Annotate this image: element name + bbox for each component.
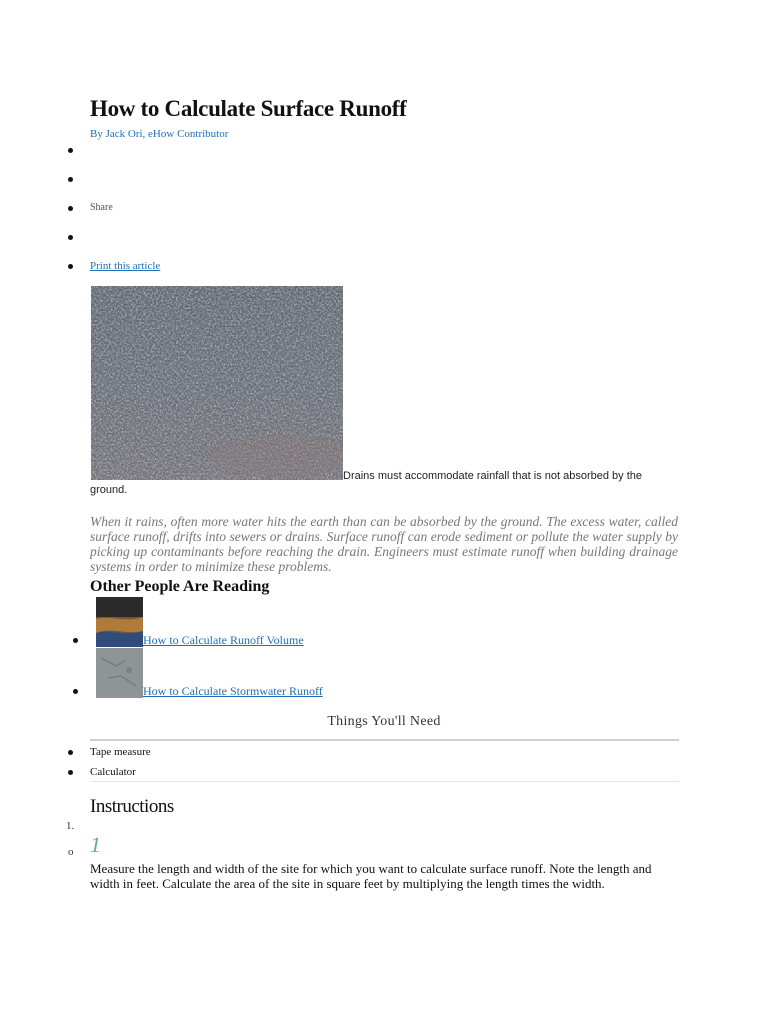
article-title: How to Calculate Surface Runoff [90, 96, 407, 121]
bullet [68, 264, 73, 269]
intro-paragraph: When it rains, often more water hits the earth than can be absorbed by the ground. The excess water, called surface runoff, drifts into sewers or drains. Surface runoff can erode sediment or pollute the water supply by picking up contaminants before reaching the drain. Engineers must estimate runoff when building drainage systems in order to minimize these problems. [90, 514, 678, 574]
bullet [68, 750, 73, 755]
print-article-link[interactable]: Print this article [90, 260, 161, 272]
bullet [68, 206, 73, 211]
image-caption-continued: ground. [90, 484, 128, 496]
bullet [73, 638, 78, 643]
instructions-heading: Instructions [90, 796, 174, 817]
divider [90, 739, 679, 741]
article-image [91, 286, 343, 480]
byline[interactable]: By Jack Ori, eHow Contributor [90, 128, 229, 140]
bullet [68, 235, 73, 240]
image-caption: Drains must accommodate rainfall that is not absorbed by the [343, 470, 642, 482]
bullet [68, 770, 73, 775]
list-number-marker: 1. [66, 820, 75, 832]
bullet [73, 689, 78, 694]
share-button[interactable]: Share [90, 202, 113, 213]
related-thumbnail[interactable] [96, 597, 143, 647]
divider [90, 781, 679, 782]
bullet [68, 177, 73, 182]
other-reading-heading: Other People Are Reading [90, 578, 270, 595]
needs-item: Calculator [90, 766, 136, 778]
related-link-runoff-volume[interactable]: How to Calculate Runoff Volume [143, 633, 304, 647]
step-text: Measure the length and width of the site for which you want to calculate surface runoff. Note the length and width in feet. Calculate the area of the site in square feet by multiplying the length times the width. [90, 861, 652, 891]
related-thumbnail[interactable] [96, 648, 143, 698]
bullet [68, 148, 73, 153]
needs-item: Tape measure [90, 746, 151, 758]
step-number: 1 [90, 832, 101, 857]
sub-list-marker: o [68, 846, 74, 858]
things-needed-heading: Things You'll Need [327, 714, 441, 729]
related-link-stormwater-runoff[interactable]: How to Calculate Stormwater Runoff [143, 684, 323, 698]
